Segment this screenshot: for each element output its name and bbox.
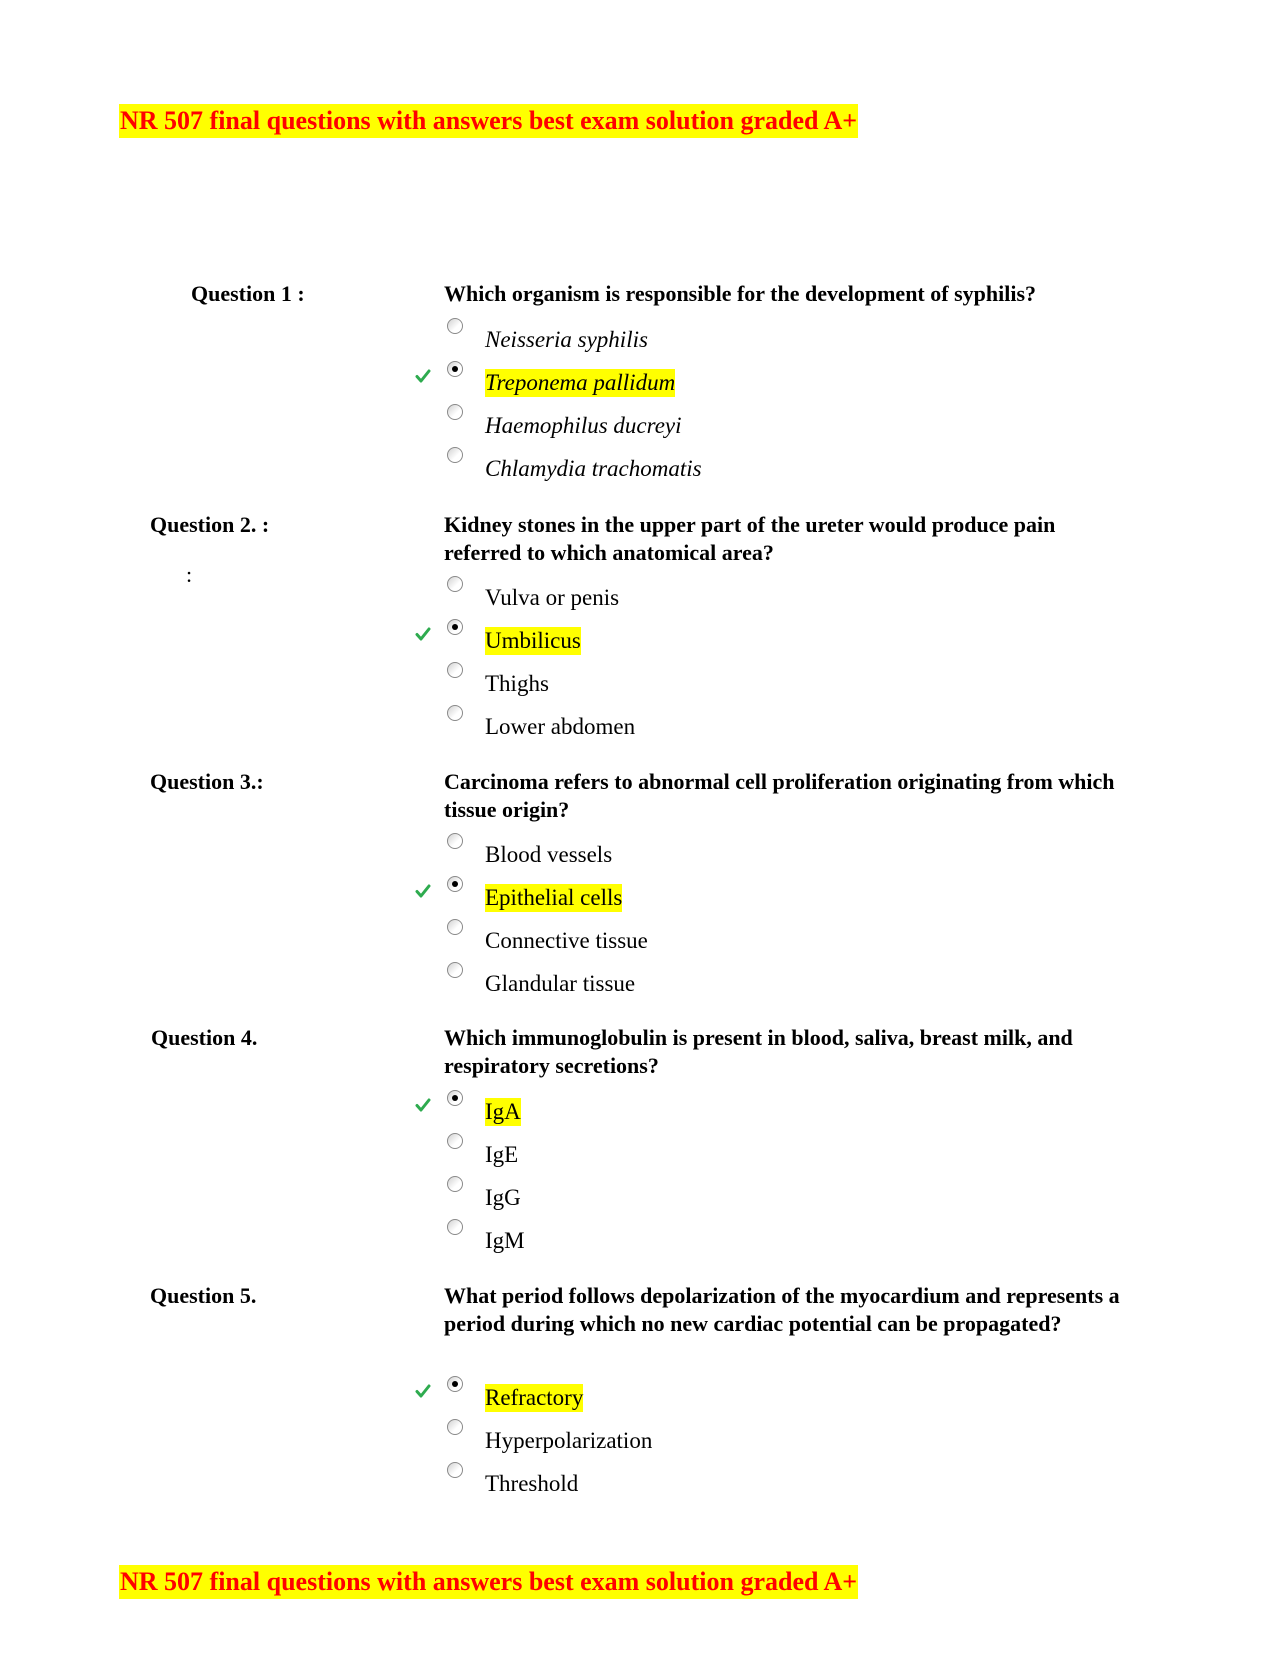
option-label: Connective tissue [485,928,648,953]
option-label: Threshold [485,1471,579,1496]
question-text: Carcinoma refers to abnormal cell proliferation originating from which tissue origin? [444,769,1115,822]
option-correct[interactable] [400,1088,1160,1131]
checkmark-icon [415,626,431,642]
option[interactable] [400,574,1160,617]
question-label: Question 2. : [150,512,270,537]
option-label-highlighted: Refractory [485,1385,584,1410]
question-text: Kidney stones in the upper part of the ureter would produce pain referred to which anatomical area? [444,512,1056,565]
options-list [400,316,1160,488]
option-label: IgE [485,1142,519,1167]
radio-icon[interactable] [447,1419,463,1435]
options-list [400,831,1160,1003]
option[interactable] [400,1460,1160,1503]
radio-icon[interactable] [447,576,463,592]
radio-icon[interactable] [447,1219,463,1235]
option-label: Lower abdomen [485,714,636,739]
option-label-highlighted: Epithelial cells [485,885,623,910]
document-footer-title: NR 507 final questions with answers best exam solution graded A+ [119,1565,858,1599]
option-correct[interactable] [400,359,1160,402]
option-correct[interactable] [400,617,1160,660]
option[interactable] [400,703,1160,746]
radio-icon-selected[interactable] [447,1376,463,1392]
option-label: IgM [485,1228,525,1253]
radio-icon[interactable] [447,1176,463,1192]
question-label: Question 3.: [150,769,264,794]
option-label-highlighted: Treponema pallidum [485,370,676,395]
option[interactable] [400,831,1160,874]
question-text: Which immunoglobulin is present in blood, saliva, breast milk, and respiratory secretions? [444,1025,1073,1078]
option-label: Vulva or penis [485,585,620,610]
checkmark-icon [415,368,431,384]
radio-icon[interactable] [447,1462,463,1478]
question-label: Question 1 : [191,281,305,306]
option[interactable] [400,917,1160,960]
radio-icon[interactable] [447,1133,463,1149]
question-text: Which organism is responsible for the development of syphilis? [444,281,1037,306]
options-list [400,1088,1160,1260]
option-label: Chlamydia trachomatis [485,456,702,481]
option-label: Glandular tissue [485,971,636,996]
option[interactable] [400,960,1160,1003]
option-correct[interactable] [400,1374,1160,1417]
option[interactable] [400,1174,1160,1217]
option[interactable] [400,1131,1160,1174]
option[interactable] [400,660,1160,703]
checkmark-icon [415,883,431,899]
radio-icon[interactable] [447,962,463,978]
option-label: Blood vessels [485,842,613,867]
radio-icon-selected[interactable] [447,619,463,635]
radio-icon[interactable] [447,833,463,849]
radio-icon[interactable] [447,404,463,420]
question-label: Question 4. [151,1025,258,1050]
radio-icon[interactable] [447,447,463,463]
option-correct[interactable] [400,874,1160,917]
option-label: Haemophilus ducreyi [485,413,682,438]
options-list [400,1374,1160,1503]
radio-icon-selected[interactable] [447,361,463,377]
option[interactable] [400,1417,1160,1460]
option-label-highlighted: IgA [485,1099,521,1124]
radio-icon[interactable] [447,705,463,721]
option[interactable] [400,1217,1160,1260]
option-label-highlighted: Umbilicus [485,628,581,653]
radio-icon[interactable] [447,318,463,334]
radio-icon[interactable] [447,919,463,935]
document-title: NR 507 final questions with answers best exam solution graded A+ [119,104,858,138]
option[interactable] [400,445,1160,488]
option-label: IgG [485,1185,521,1210]
question-text: What period follows depolarization of the myocardium and represents a period during which no new cardiac potential can be propagated? [444,1283,1120,1336]
option-label: Neisseria syphilis [485,327,648,352]
radio-icon[interactable] [447,662,463,678]
options-list [400,574,1160,746]
radio-icon-selected[interactable] [447,1090,463,1106]
option-label: Thighs [485,671,549,696]
question-label: Question 5. [150,1283,257,1308]
checkmark-icon [415,1097,431,1113]
radio-icon-selected[interactable] [447,876,463,892]
checkmark-icon [415,1383,431,1399]
option-label: Hyperpolarization [485,1428,653,1453]
option[interactable] [400,316,1160,359]
question-extra: : [186,562,193,587]
option[interactable] [400,402,1160,445]
